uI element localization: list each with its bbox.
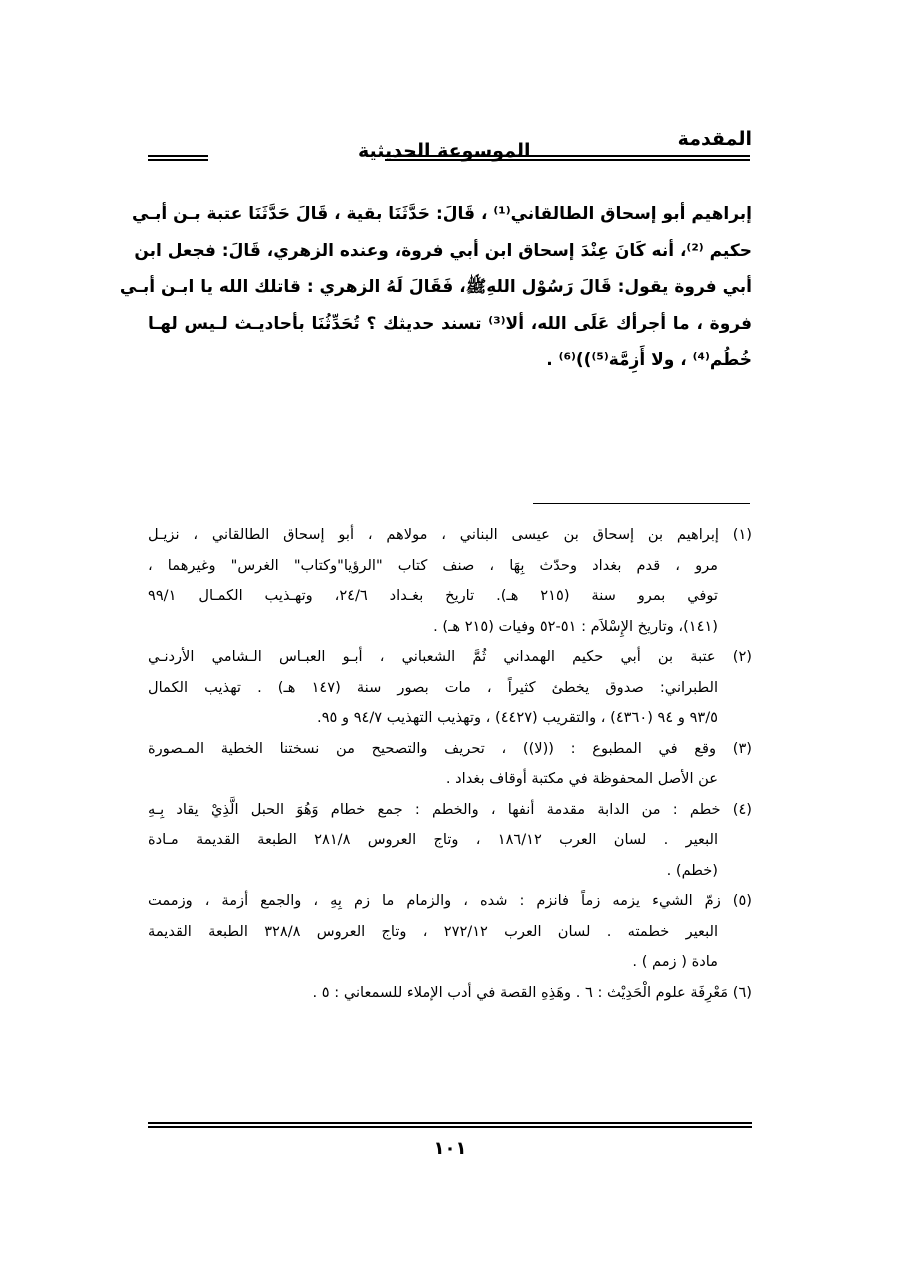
- footnote-line: (٥) زمّ الشيء يزمه زماً فانزم : شده ، والزمام ما زم بِهِ ، والجمع أزمة ، وزممت: [148, 892, 752, 909]
- main-text-line: إبراهيم أبو إسحاق الطالقاني⁽¹⁾ ، قَالَ: حَدَّثَنَا بقية ، قَالَ حَدَّثَنَا عتبة بـن أبـي: [131, 204, 752, 224]
- footnote-line: (٣) وقع في المطبوع : ((لا)) ، تحريف والتصحيح من نسختنا الخطية المـصورة: [148, 739, 752, 757]
- footnote-line: (١) إبراهيم بن إسحاق بن عيسى البناني ، مولاهم ، أبو إسحاق الطالقاني ، نزيـل: [148, 526, 752, 543]
- footnote-5: [148, 886, 752, 978]
- footnote-line: البعير . لسان العرب ١٨٦/١٢ ، وتاج العروس ٢٨١/٨ الطبعة القديمة مـادة: [148, 831, 718, 848]
- footnote-line: (١٤١)، وتاريخ الإِسْلاَم : ٥١-٥٢ وفيات (٢١٥ هـ) .: [433, 617, 718, 635]
- footnote-4: [148, 795, 752, 887]
- footnote-separator: [533, 503, 750, 504]
- book-title: الموسوعة الحديثية: [358, 140, 531, 162]
- main-text-line: حكيم ⁽²⁾، أنه كَانَ عِنْدَ إسحاق ابن أبي فروة، وعنده الزهري، قَالَ: فجعل ابن: [134, 240, 752, 261]
- section-title: المقدمة: [677, 128, 752, 150]
- main-text-line: أبي فروة يقول: قَالَ رَسُوْل اللهِﷺ، فَقَالَ لَهُ الزهري : قاتلك الله يا ابـن أبـي: [119, 277, 752, 297]
- footnote-line: توفي بمرو سنة (٢١٥ هـ). تاريخ بغـداد ٢٤/٦، وتهـذيب الكمـال ٩٩/١: [148, 587, 718, 604]
- footnote-6: [148, 978, 752, 1009]
- main-text-line: فروة ، ما أجرأك عَلَى الله، ألا⁽³⁾ تسند حديثك ؟ تُحَدِّثُنَا بأحاديـث لـيس لهـا: [148, 313, 752, 334]
- header-rule-short: [148, 155, 208, 161]
- footnote-line: البعير خطمته . لسان العرب ٢٧٢/١٢ ، وتاج العروس ٣٢٨/٨ الطبعة القديمة: [148, 922, 718, 940]
- page-number: ١٠١: [433, 1138, 467, 1159]
- footnote-line: مرو ، قدم بغداد وحدّث بِهَا ، صنف كتاب "الرؤيا"وكتاب" الغرس" وغيرهما ،: [148, 556, 718, 574]
- footnote-3: [148, 734, 752, 795]
- footnote-1: [148, 520, 752, 642]
- footnote-line: عن الأصل المحفوظة في مكتبة أوقاف بغداد .: [445, 770, 718, 787]
- main-text: [119, 196, 752, 379]
- footnote-line: (٢) عتبة بن أبي حكيم الهمداني ثُمَّ الشعباني ، أبـو العبـاس الـشامي الأردنـي: [148, 648, 752, 665]
- footnote-line: مادة ( زمم ) .: [632, 953, 718, 970]
- footnote-line: الطبراني: صدوق يخطئ كثيراً ، مات بصور سنة (١٤٧ هـ) . تهذيب الكمال: [148, 678, 718, 696]
- footnote-line: (٦) مَعْرِفَة علوم الْحَدِيْث : ٦ . وهَذِهِ القصة في أدب الإملاء للسمعاني : ٥ .: [312, 983, 752, 1001]
- footnote-2: [148, 642, 752, 734]
- footnotes: [148, 520, 752, 1008]
- footnote-line: (خطم) .: [666, 861, 718, 879]
- bottom-rule: [148, 1122, 752, 1128]
- main-text-line: خُطُم⁽⁴⁾ ، ولا أَزِمَّة⁽⁵⁾))⁽⁶⁾ .: [546, 350, 752, 370]
- footnote-line: (٤) خطم : من الدابة مقدمة أنفها ، والخطم : جمع خطام وَهُوَ الحبل الَّذِيْ يقاد بِـهِ: [148, 800, 752, 818]
- footnote-line: ٩٣/٥ و ٩٤ (٤٣٦٠) ، والتقريب (٤٤٢٧) ، وتهذيب التهذيب ٩٤/٧ و ٩٥.: [317, 709, 718, 726]
